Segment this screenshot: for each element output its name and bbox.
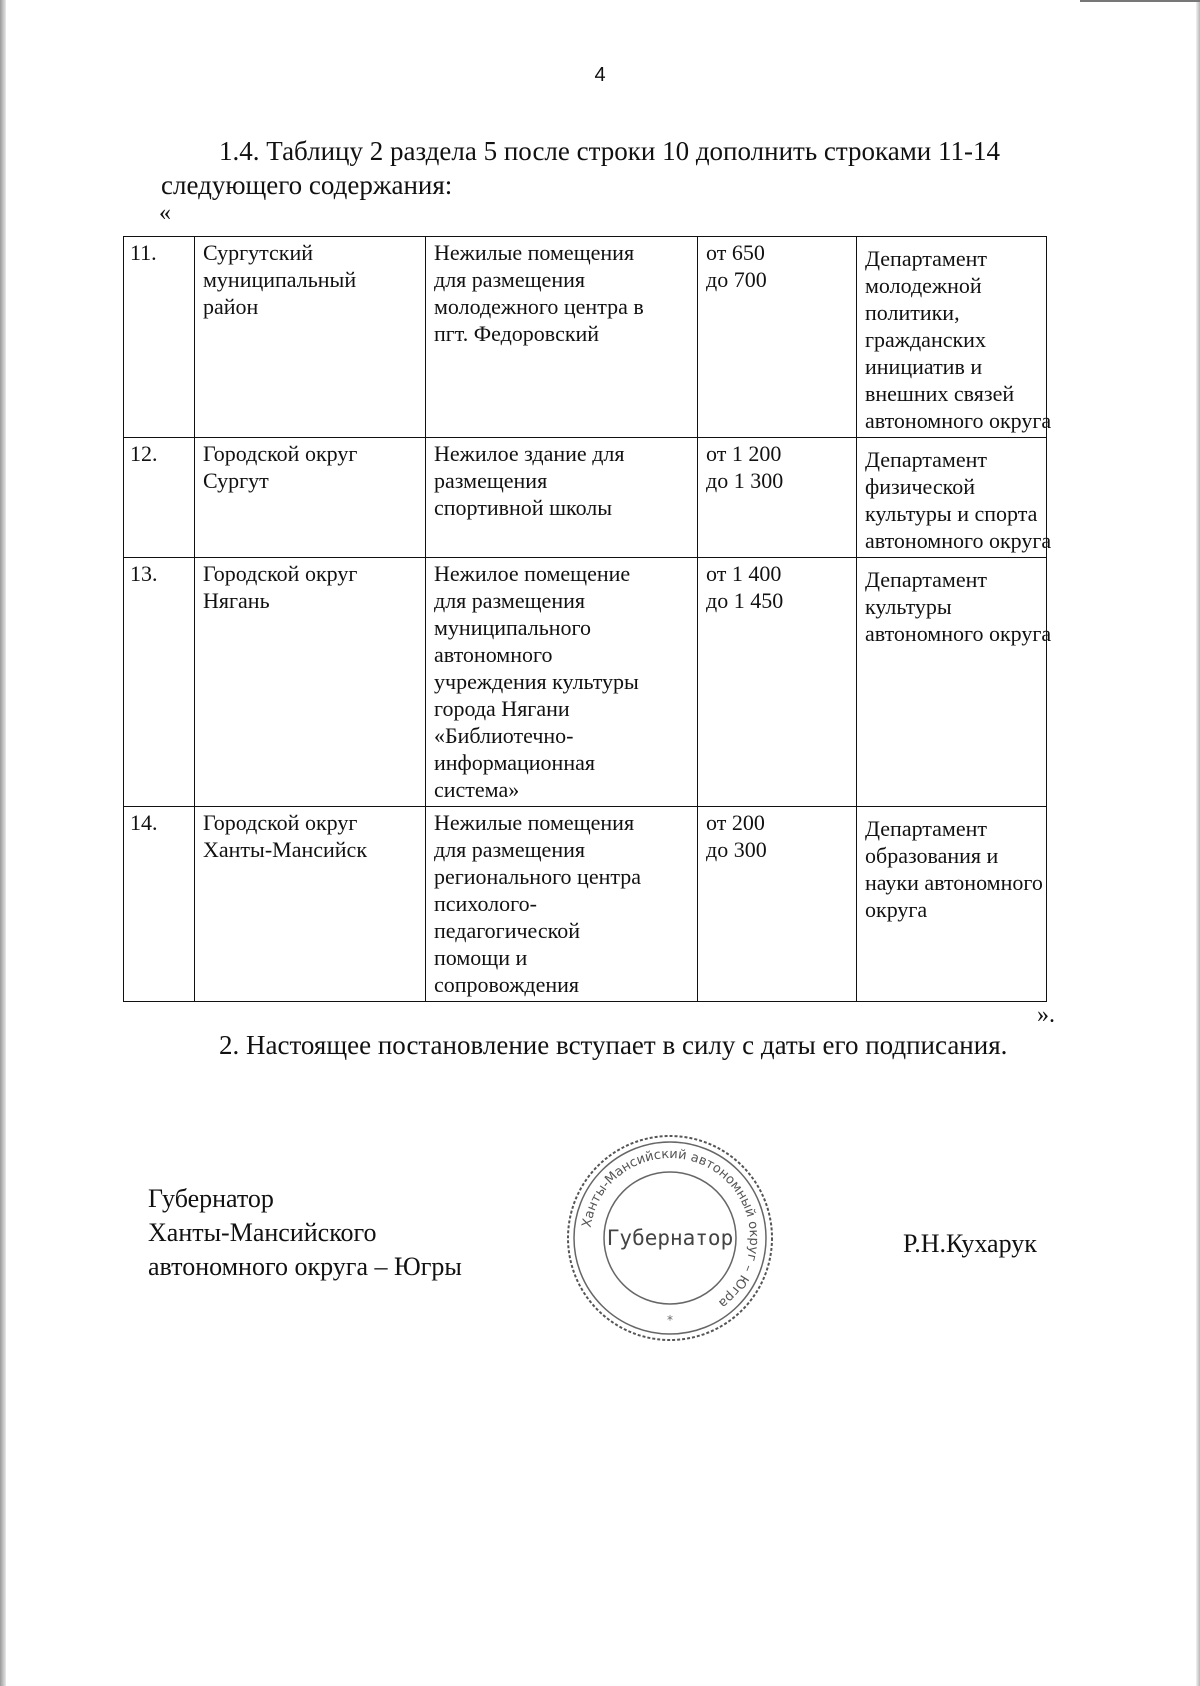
cell-territory: [195, 558, 426, 807]
cell-object-line: для размещения: [434, 837, 585, 862]
cell-agency: [857, 237, 1052, 438]
cell-agency-line: округа: [865, 897, 928, 922]
cell-area-line: от 1 400: [706, 561, 782, 586]
cell-territory-line: Городской округ: [203, 810, 358, 835]
cell-agency-line: автономного округа: [865, 408, 1052, 433]
official-seal: [560, 1128, 780, 1348]
seal-ring-text: Ханты-Мансийский автономный округ – Югра: [579, 1146, 762, 1311]
cell-object-line: молодежного центра в: [434, 294, 644, 319]
cell-area: [698, 438, 857, 558]
cell-object: [426, 807, 698, 1002]
cell-territory-line: Ханты-Мансийск: [203, 837, 368, 862]
addition-table: [123, 236, 1052, 1002]
cell-number: 14.: [124, 807, 195, 1002]
cell-territory: [195, 237, 426, 438]
cell-number: 12.: [124, 438, 195, 558]
cell-object: [426, 237, 698, 438]
cell-number: 11.: [124, 237, 195, 438]
table-row: [124, 438, 1047, 558]
scan-edge-left: [0, 0, 6, 1686]
intro-paragraph: [161, 134, 1081, 202]
cell-agency-line: инициатив и: [865, 354, 983, 379]
cell-agency-line: автономного округа: [865, 621, 1052, 646]
cell-territory-line: район: [203, 294, 259, 319]
cell-territory-line: Сургут: [203, 468, 269, 493]
cell-agency-line: физической: [865, 474, 975, 499]
cell-agency-line: молодежной: [865, 273, 982, 298]
cell-object-line: система»: [434, 777, 520, 802]
cell-object: [426, 558, 698, 807]
cell-agency-line: политики,: [865, 300, 960, 325]
cell-area-line: до 700: [706, 267, 767, 292]
cell-object-line: Нежилое помещение: [434, 561, 631, 586]
cell-number: 13.: [124, 558, 195, 807]
cell-territory-line: муниципальный: [203, 267, 357, 292]
scan-edge-right: [1196, 0, 1200, 1686]
signer-position: [148, 1182, 462, 1284]
cell-area-line: от 1 200: [706, 441, 782, 466]
cell-area-line: до 300: [706, 837, 767, 862]
cell-area-line: до 1 450: [706, 588, 784, 613]
cell-territory-line: Нягань: [203, 588, 270, 613]
signer-line: Губернатор: [148, 1184, 274, 1213]
cell-territory-line: Сургутский: [203, 240, 314, 265]
cell-object-line: пгт. Федоровский: [434, 321, 600, 346]
cell-area: [698, 807, 857, 1002]
cell-territory: [195, 438, 426, 558]
cell-agency-line: науки автономного: [865, 870, 1043, 895]
seal-center-text: Губернатор: [606, 1226, 734, 1250]
intro-line-2: следующего содержания:: [161, 170, 453, 200]
cell-object-line: «Библиотечно-: [434, 723, 574, 748]
clause-2: 2. Настоящее постановление вступает в силу с даты его подписания.: [219, 1030, 1008, 1060]
cell-agency-line: культуры: [865, 594, 952, 619]
cell-object-line: для размещения: [434, 267, 585, 292]
seal-star-icon: *: [667, 1313, 673, 1327]
page-number: 4: [594, 64, 606, 86]
signer-line: автономного округа – Югры: [148, 1252, 462, 1281]
cell-agency: [857, 558, 1052, 807]
cell-object-line: помощи и: [434, 945, 528, 970]
cell-agency-line: культуры и спорта: [865, 501, 1038, 526]
cell-object-line: спортивной школы: [434, 495, 613, 520]
signer-name: Р.Н.Кухарук: [903, 1229, 1037, 1258]
closing-quote: ».: [1037, 1002, 1055, 1028]
cell-area: [698, 237, 857, 438]
cell-agency: [857, 438, 1052, 558]
cell-agency-line: Департамент: [865, 567, 988, 592]
cell-object-line: Нежилое здание для: [434, 441, 625, 466]
cell-object-line: регионального центра: [434, 864, 642, 889]
cell-object-line: Нежилые помещения: [434, 240, 635, 265]
cell-agency-line: Департамент: [865, 447, 988, 472]
table-body: [124, 237, 1052, 1002]
intro-line-1: 1.4. Таблицу 2 раздела 5 после строки 10 дополнить строками 11-14: [219, 136, 1000, 166]
cell-territory-line: Городской округ: [203, 561, 358, 586]
cell-agency-line: гражданских: [865, 327, 986, 352]
opening-quote: «: [159, 200, 171, 226]
cell-object-line: муниципального: [434, 615, 592, 640]
cell-area-line: от 650: [706, 240, 765, 265]
cell-territory-line: Городской округ: [203, 441, 358, 466]
cell-agency-line: внешних связей: [865, 381, 1015, 406]
cell-object-line: Нежилые помещения: [434, 810, 635, 835]
cell-object-line: сопровождения: [434, 972, 580, 997]
cell-object-line: для размещения: [434, 588, 585, 613]
cell-agency: [857, 807, 1047, 1002]
cell-object-line: психолого-: [434, 891, 537, 916]
cell-object-line: автономного: [434, 642, 553, 667]
table-row: [124, 237, 1047, 438]
cell-object-line: города Нягани: [434, 696, 570, 721]
table-row: [124, 558, 1047, 807]
cell-area-line: от 200: [706, 810, 765, 835]
cell-agency-line: образования и: [865, 843, 999, 868]
cell-object-line: размещения: [434, 468, 548, 493]
cell-object-line: педагогической: [434, 918, 580, 943]
cell-agency-line: Департамент: [865, 246, 988, 271]
cell-agency-line: автономного округа: [865, 528, 1052, 553]
cell-object-line: учреждения культуры: [434, 669, 639, 694]
cell-object: [426, 438, 698, 558]
cell-agency-line: Департамент: [865, 816, 988, 841]
cell-area-line: до 1 300: [706, 468, 784, 493]
cell-area: [698, 558, 857, 807]
table-row: [124, 807, 1047, 1002]
cell-territory: [195, 807, 426, 1002]
cell-object-line: информационная: [434, 750, 595, 775]
signer-line: Ханты-Мансийского: [148, 1218, 377, 1247]
scan-edge-top: [1080, 0, 1200, 2]
